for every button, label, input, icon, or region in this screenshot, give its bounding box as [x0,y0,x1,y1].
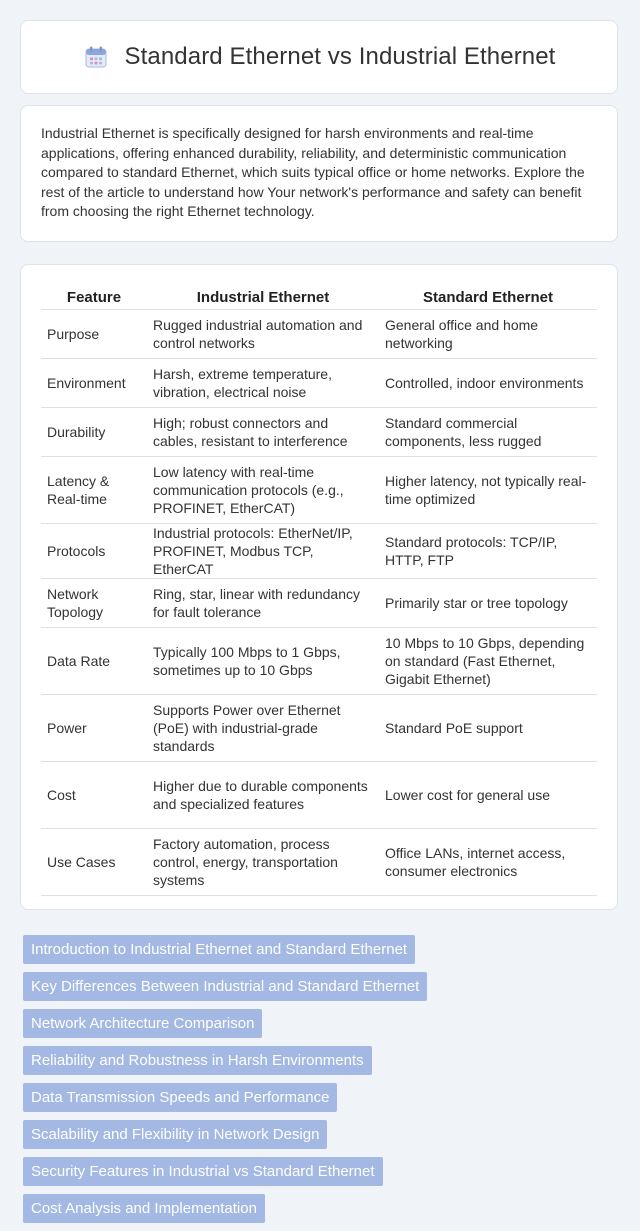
industrial-cell: High; robust connectors and cables, resistant to interference [147,407,379,456]
feature-cell: Durability [41,407,147,456]
topic-link-network-architecture[interactable]: Network Architecture Comparison [23,1009,262,1038]
industrial-cell: Supports Power over Ethernet (PoE) with industrial-grade standards [147,694,379,761]
feature-cell: Environment [41,358,147,407]
topic-link-cost-analysis[interactable]: Cost Analysis and Implementation [23,1194,265,1223]
standard-cell: Standard PoE support [379,694,597,761]
topic-link-scalability[interactable]: Scalability and Flexibility in Network Design [23,1120,327,1149]
page-title: Standard Ethernet vs Industrial Ethernet [124,43,556,70]
topic-link-data-transmission[interactable]: Data Transmission Speeds and Performance [23,1083,337,1112]
standard-cell: Lower cost for general use [379,761,597,828]
intro-text: Industrial Ethernet is specifically designed for harsh environments and real-time applications, offering enhanced durability, reliability, and deterministic communication compared to standard Ethernet, which suits typical office or home networks. Explore the rest of the article to understand how Your network's performance and safety can benefit from choosing the right Ethernet technology. [41,125,585,220]
table-header-row [41,285,597,309]
industrial-cell: Higher due to durable components and specialized features [147,761,379,828]
topic-link-reliability[interactable]: Reliability and Robustness in Harsh Environments [23,1046,372,1075]
feature-cell: Latency & Real-time [41,456,147,523]
standard-cell: Standard protocols: TCP/IP, HTTP, FTP [379,523,597,578]
industrial-cell: Harsh, extreme temperature, vibration, electrical noise [147,358,379,407]
feature-cell: Data Rate [41,627,147,694]
standard-cell: Office LANs, internet access, consumer electronics [379,828,597,895]
standard-cell: 10 Mbps to 10 Gbps, depending on standard (Fast Ethernet, Gigabit Ethernet) [379,627,597,694]
table-row [41,407,597,456]
table-row [41,761,597,828]
table-row [41,309,597,358]
table-row [41,828,597,895]
feature-cell: Power [41,694,147,761]
calendar-icon [83,44,109,70]
column-header-industrial: Industrial Ethernet [147,285,379,309]
industrial-cell: Ring, star, linear with redundancy for fault tolerance [147,578,379,627]
table-row [41,523,597,578]
table-row [41,358,597,407]
standard-cell: General office and home networking [379,309,597,358]
intro-section [20,105,618,242]
topic-link-introduction[interactable]: Introduction to Industrial Ethernet and Standard Ethernet [23,935,415,964]
table-row [41,578,597,627]
topic-link-security[interactable]: Security Features in Industrial vs Standard Ethernet [23,1157,383,1186]
industrial-cell: Rugged industrial automation and control networks [147,309,379,358]
industrial-cell: Typically 100 Mbps to 1 Gbps, sometimes up to 10 Gbps [147,627,379,694]
topic-links [23,935,427,1231]
industrial-cell: Factory automation, process control, energy, transportation systems [147,828,379,895]
column-header-feature: Feature [41,285,147,309]
standard-cell: Primarily star or tree topology [379,578,597,627]
comparison-table [41,285,597,896]
table-row [41,627,597,694]
feature-cell: Use Cases [41,828,147,895]
standard-cell: Controlled, indoor environments [379,358,597,407]
industrial-cell: Industrial protocols: EtherNet/IP, PROFINET, Modbus TCP, EtherCAT [147,523,379,578]
feature-cell: Purpose [41,309,147,358]
page-header [20,20,618,94]
standard-cell: Standard commercial components, less rugged [379,407,597,456]
table-row [41,694,597,761]
column-header-standard: Standard Ethernet [379,285,597,309]
table-row [41,456,597,523]
industrial-cell: Low latency with real-time communication protocols (e.g., PROFINET, EtherCAT) [147,456,379,523]
feature-cell: Network Topology [41,578,147,627]
standard-cell: Higher latency, not typically real-time optimized [379,456,597,523]
feature-cell: Cost [41,761,147,828]
feature-cell: Protocols [41,523,147,578]
topic-link-key-differences[interactable]: Key Differences Between Industrial and Standard Ethernet [23,972,427,1001]
comparison-table-card [20,264,618,910]
